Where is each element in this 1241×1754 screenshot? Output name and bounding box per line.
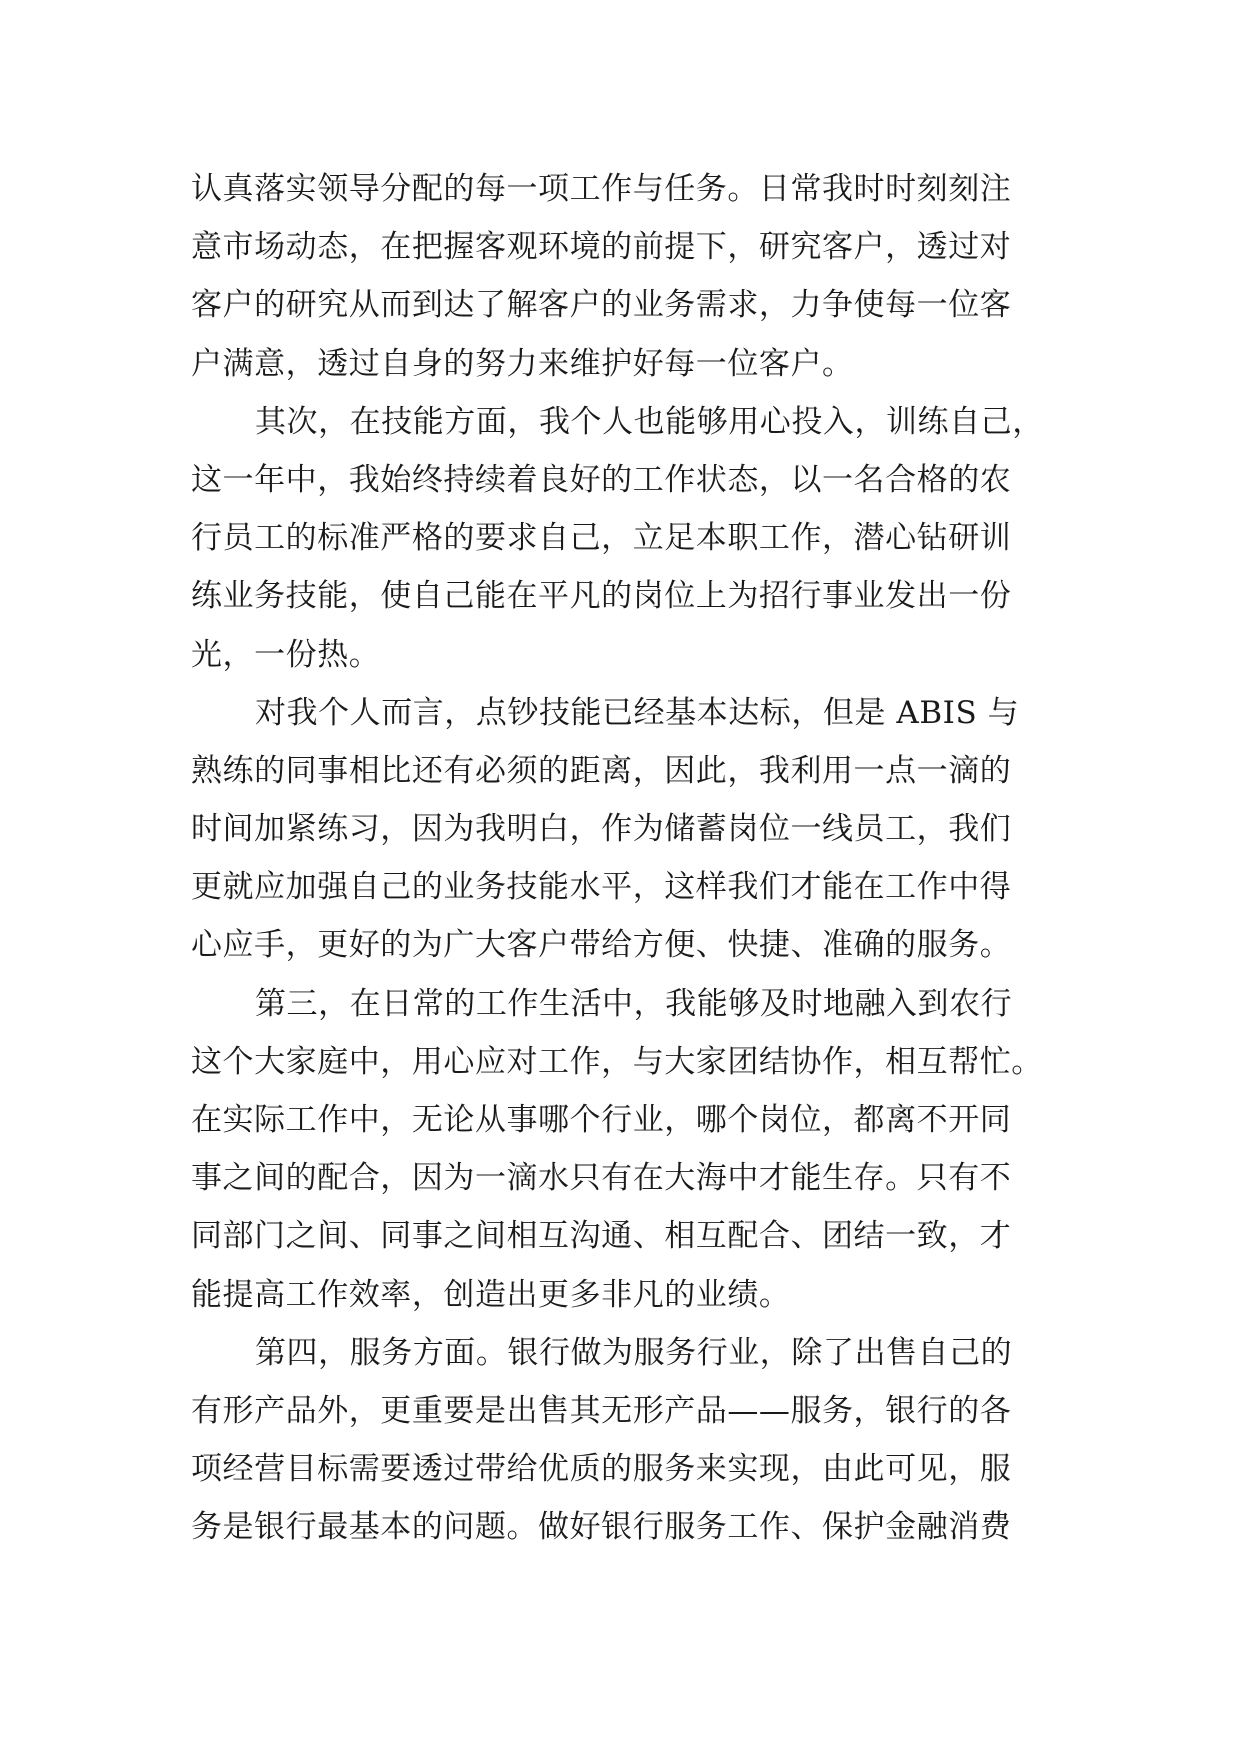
text-line: 时间加紧练习，因为我明白，作为储蓄岗位一线员工，我们 [191, 811, 1012, 848]
text-line: 更就应加强自己的业务技能水平，这样我们才能在工作中得 [191, 869, 1012, 906]
text-line: 对我个人而言，点钞技能已经基本达标，但是 ABIS 与 [255, 694, 1020, 731]
text-line: 行员工的标准严格的要求自己，立足本职工作，潜心钻研训 [191, 520, 1012, 557]
text-line: 熟练的同事相比还有必须的距离，因此，我利用一点一滴的 [191, 752, 1012, 789]
text-line: 光，一份热。 [191, 636, 381, 673]
text-line: 事之间的配合，因为一滴水只有在大海中才能生存。只有不 [191, 1160, 1012, 1197]
text-line: 客户的研究从而到达了解客户的业务需求，力争使每一位客 [191, 287, 1012, 324]
document-body [191, 160, 1071, 1557]
text-line: 第三，在日常的工作生活中，我能够及时地融入到农行 [255, 985, 1013, 1022]
text-line: 练业务技能，使自己能在平凡的岗位上为招行事业发出一份 [191, 578, 1012, 615]
text-line: 有形产品外，更重要是出售其无形产品——服务，银行的各 [191, 1392, 1012, 1429]
text-line: 其次，在技能方面，我个人也能够用心投入，训练自己， [255, 403, 1044, 440]
text-line: 这个大家庭中，用心应对工作，与大家团结协作，相互帮忙。 [191, 1043, 1043, 1080]
text-line: 同部门之间、同事之间相互沟通、相互配合、团结一致，才 [191, 1218, 1012, 1255]
text-line: 户满意，透过自身的努力来维护好每一位客户。 [191, 345, 854, 382]
text-line: 认真落实领导分配的每一项工作与任务。日常我时时刻刻注 [191, 171, 1012, 207]
text-line: 第四，服务方面。银行做为服务行业，除了出售自己的 [255, 1334, 1013, 1371]
text-line: 意市场动态，在把握客观环境的前提下，研究客户，透过对 [191, 229, 1012, 266]
text-line: 项经营目标需要透过带给优质的服务来实现，由此可见，服 [191, 1451, 1012, 1488]
text-line: 能提高工作效率，创造出更多非凡的业绩。 [191, 1276, 791, 1313]
text-line: 务是银行最基本的问题。做好银行服务工作、保护金融消费 [191, 1509, 1012, 1546]
text-line: 在实际工作中，无论从事哪个行业，哪个岗位，都离不开同 [191, 1102, 1012, 1138]
text-line: 心应手，更好的为广大客户带给方便、快捷、准确的服务。 [191, 927, 1012, 964]
text-line: 这一年中，我始终持续着良好的工作状态，以一名合格的农 [191, 461, 1012, 498]
